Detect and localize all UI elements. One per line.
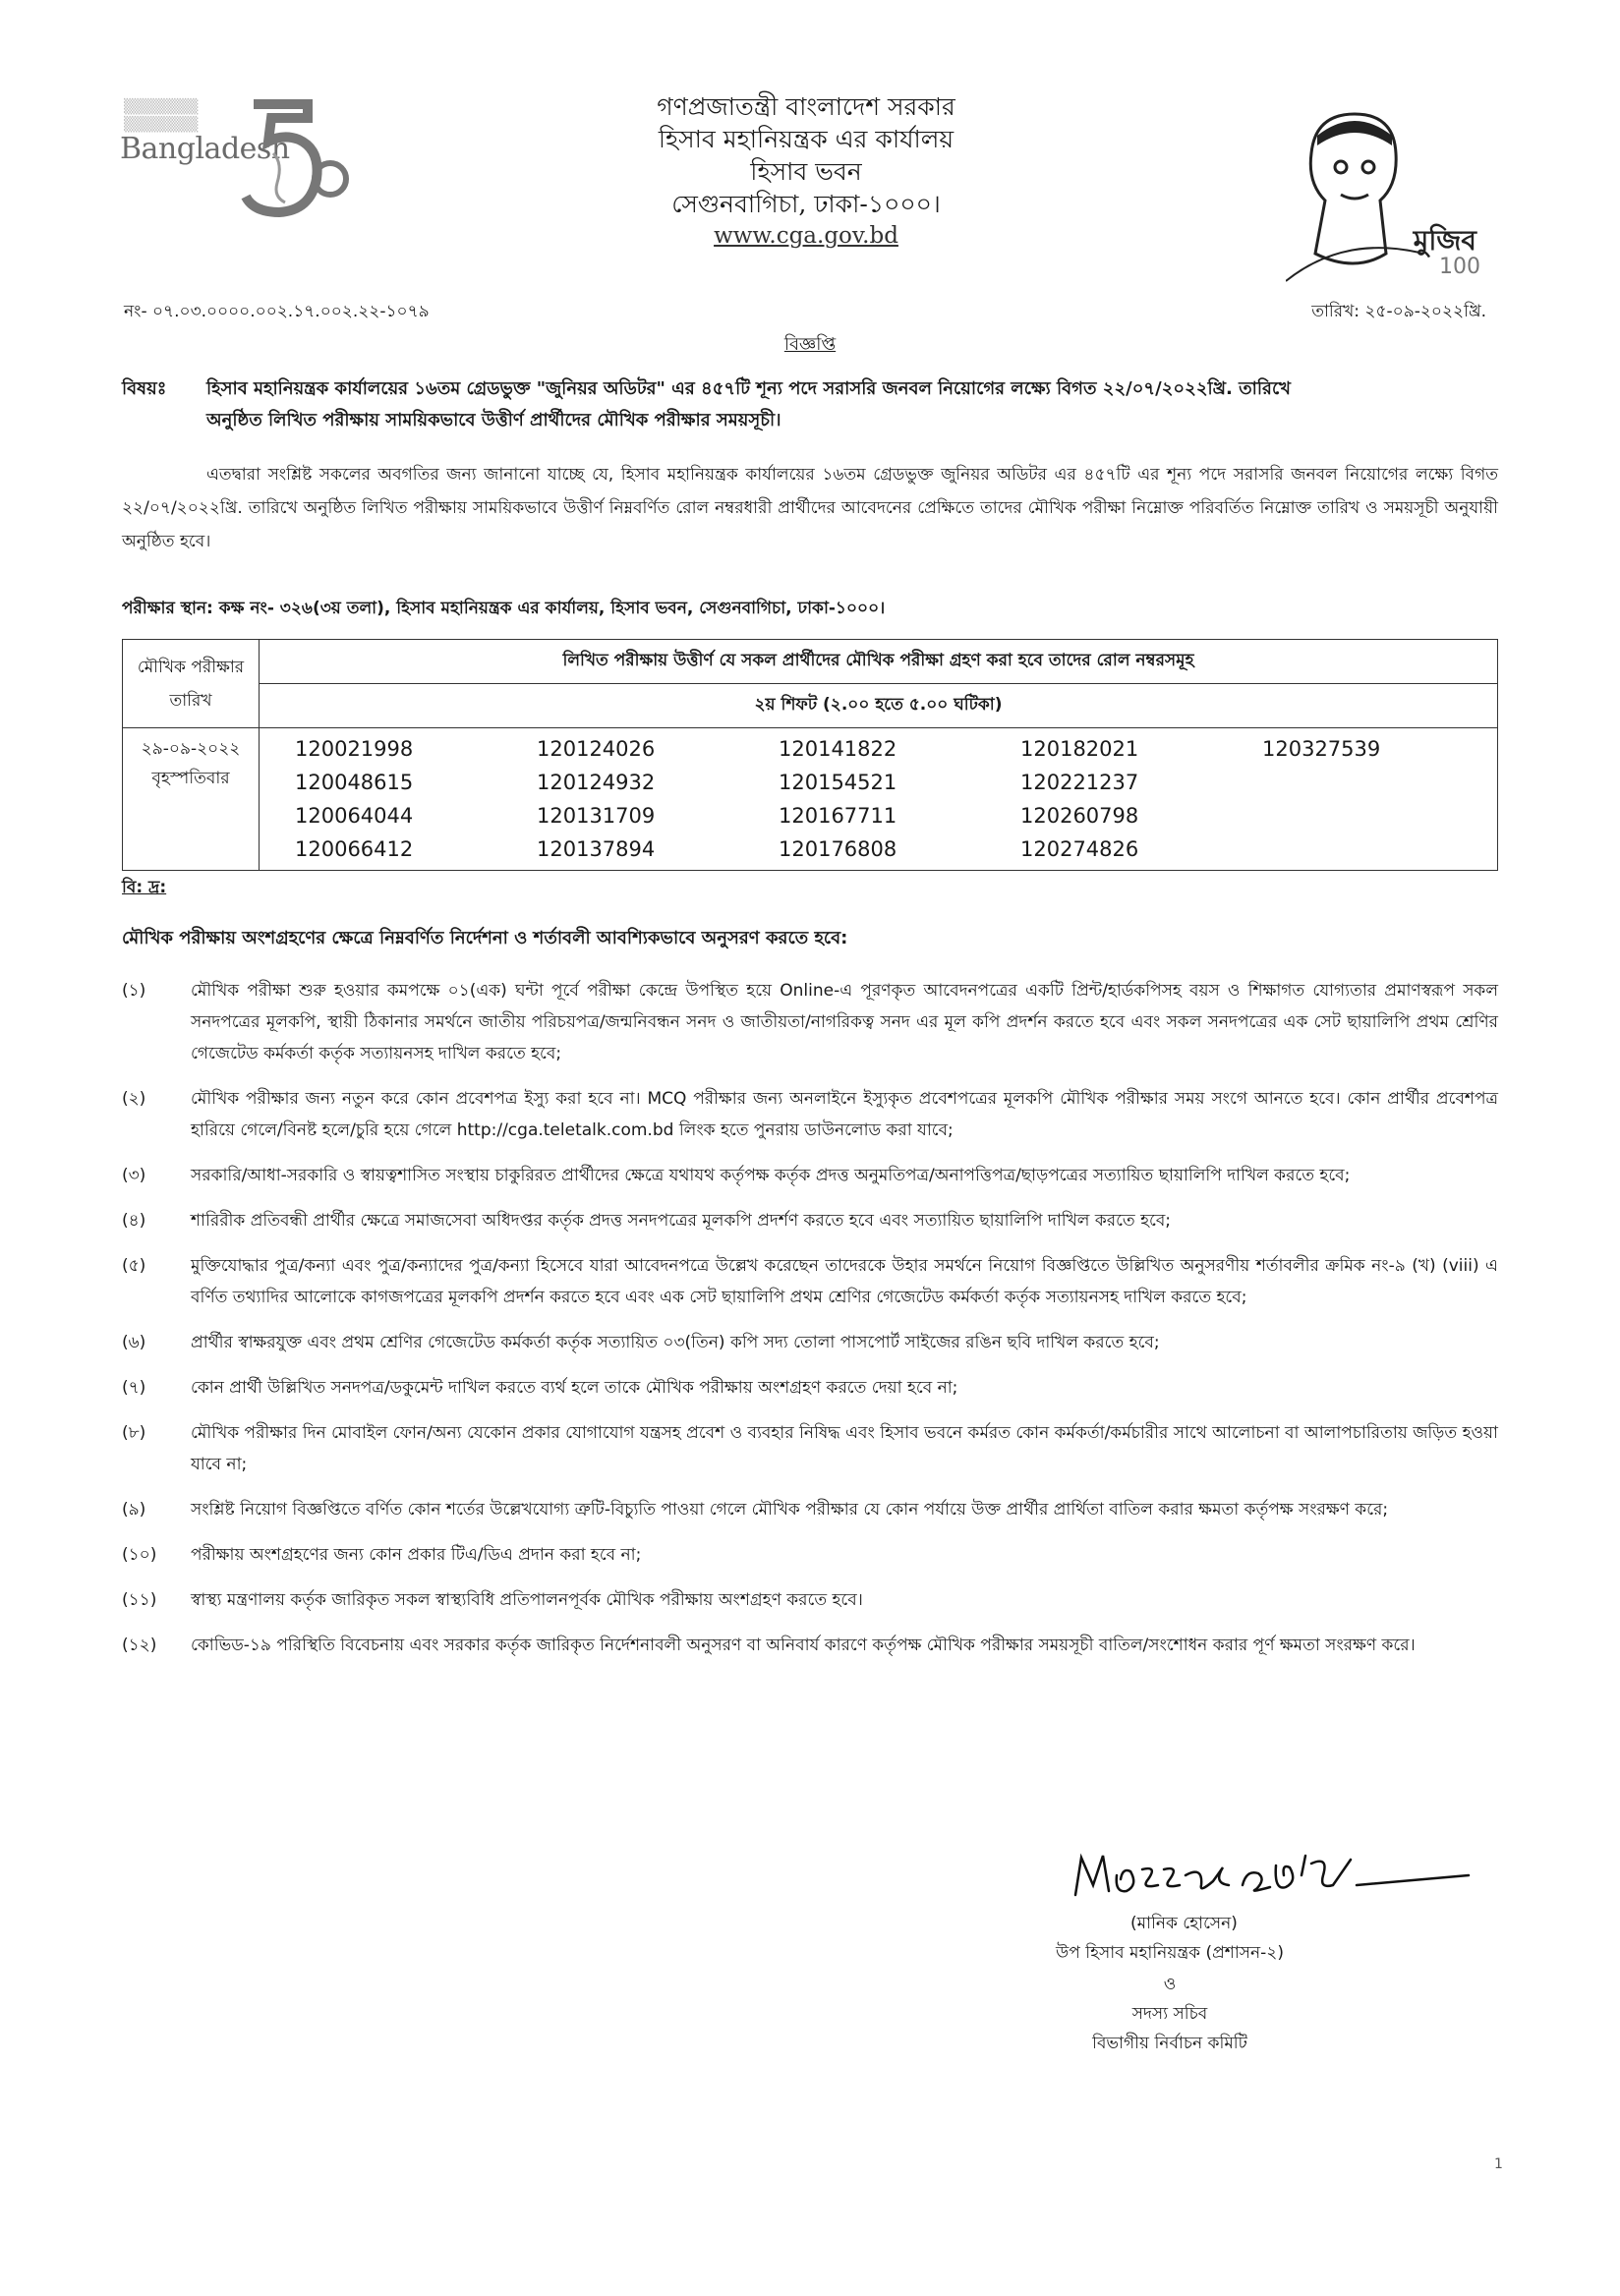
roll-number: 120167711 [779,804,897,828]
item-number: (১১) [122,1590,157,1610]
page-number: 1 [1494,2156,1503,2172]
item-text: প্রার্থীর স্বাক্ষরযুক্ত এবং প্রথম শ্রেণির গেজেটেড কর্মকর্তা কর্তৃক সত্যায়িত ০৩(তিন) কপি সদ্য তোলা পাসপোর্ট সাইজের রঙিন ছবি দাখিল করতে হবে; [191,1333,1160,1352]
roll-number: 120064044 [295,804,414,828]
item-number: (৩) [122,1166,146,1185]
roll-number: 120137894 [537,837,656,861]
roll-numbers-cell [260,728,1498,871]
list-item [122,1205,1498,1236]
list-item [122,1250,1498,1313]
item-number: (১০) [122,1545,157,1565]
roll-number: 120176808 [779,837,897,861]
date-column-header [123,640,260,728]
list-item [122,1630,1498,1661]
subject-line-1: হিসাব মহানিয়ন্ত্রক কার্যালয়ের ১৬তম গ্রেডভুক্ত "জুনিয়র অডিটর" এর ৪৫৭টি শূন্য পদে সরাসরি জনবল নিয়োগের লক্ষ্যে বিগত ২২/০৭/২০২২খ্রি. তারিখে [206,378,1291,399]
roll-number: 120021998 [295,737,414,761]
subject [122,373,1498,436]
roll-number: 120154521 [779,771,897,794]
website-link[interactable]: www.cga.gov.bd [714,223,898,249]
roll-number: 120182021 [1020,737,1139,761]
exam-date: ২৯-০৯-২০২২ [141,739,241,759]
roll-number: 120274826 [1020,837,1139,861]
item-number: (৮) [122,1423,146,1443]
issue-date: তারিখ: ২৫-০৯-২০২২খ্রি. [1311,302,1486,321]
notice-title: বিজ্ঞপ্তি [783,334,837,355]
shift-header: ২য় শিফট (২.০০ হতে ৫.০০ ঘটিকা) [260,684,1498,728]
date-header-line-1: মৌখিক পরীক্ষার [137,657,245,677]
item-text: মুক্তিযোদ্ধার পুত্র/কন্যা এবং পুত্র/কন্যাদের পুত্র/কন্যা হিসেবে যারা আবেদনপত্রে উল্লেখ করেছেন তাদেরকে উহার সমর্থনে নিয়োগ বিজ্ঞপ্তিতে উল্লিখিত অনুসরণীয় শর্তাবলীর ক্রমিক নং-৯ (খ) (viii) এ বর্ণিত তথ্যাদির আলোকে কাগজপত্রের মূলকপি প্রদর্শন করতে হবে এবং এক সেট ছায়ালিপি প্রথম শ্রেণির গেজেটেড কর্মকর্তা কর্তৃক সত্যায়নসহ দাখিল করতে হবে; [191,1256,1498,1307]
item-text: মৌখিক পরীক্ষা শুরু হওয়ার কমপক্ষে ০১(এক) ঘন্টা পূর্বে পরীক্ষা কেন্দ্রে উপস্থিত হয়ে Online-এ পূরণকৃত আবেদনপত্রের একটি প্রিন্ট/হার্ডকপিসহ বয়স ও শিক্ষাগত যোগ্যতার প্রমাণস্বরূপ সকল সনদপত্রের মূলকপি, স্থায়ী ঠিকানার সমর্থনে জাতীয় পরিচয়পত্র/জন্মনিবন্ধন সনদ ও জাতীয়তা/নাগরিকত্ব সনদ এর মূল কপি প্রদর্শন করতে হবে এবং সকল সনদপত্রের এক সেট ছায়ালিপি প্রথম শ্রেণির গেজেটেড কর্মকর্তা কর্তৃক সত্যায়নসহ দাখিল করতে হবে; [191,981,1498,1063]
list-item [122,1083,1498,1146]
signatory-designation: উপ হিসাব মহানিয়ন্ত্রক (প্রশাসন-২) [1056,1943,1284,1963]
exam-venue: পরীক্ষার স্থান: কক্ষ নং- ৩২৬(৩য় তলা), হিসাব মহানিয়ন্ত্রক এর কার্যালয়, হিসাব ভবন, সেগুনবাগিচা, ঢাকা-১০০০। [122,599,886,618]
item-text: সরকারি/আধা-সরকারি ও স্বায়ত্বশাসিত সংস্থায় চাকুরিরত প্রার্থীদের ক্ষেত্রে যথাযথ কর্তৃপক্ষ কর্তৃক প্রদত্ত অনুমতিপত্র/অনাপত্তিপত্র/ছাড়পত্রের সত্যায়িত ছায়ালিপি দাখিল করতে হবে; [191,1166,1351,1185]
roll-column-1 [260,732,501,866]
logo-faded-text: ▒▒▒▒▒▒▒ ▒▒▒▒▒▒▒ [124,99,199,133]
roll-number: 120066412 [295,837,414,861]
signatory-role: সদস্য সচিব [1131,2004,1208,2024]
office-header [550,90,1062,253]
item-number: (৭) [122,1378,146,1398]
item-number: (৯) [122,1500,146,1520]
roll-column-header: লিখিত পরীক্ষায় উত্তীর্ণ যে সকল প্রার্থীদের মৌখিক পরীক্ষা গ্রহণ করা হবে তাদের রোল নম্বরসমূহ [260,640,1498,684]
item-number: (১২) [122,1636,157,1655]
item-text: শারিরীক প্রতিবন্ধী প্রার্থীর ক্ষেত্রে সমাজসেবা অধিদপ্তর কর্তৃক প্রদত্ত সনদপত্রের মূলকপি প্রদর্শণ করতে হবে এবং সত্যায়িত ছায়ালিপি দাখিল করতে হবে; [191,1211,1172,1231]
mujib-100-text: 100 [1439,255,1480,279]
list-item [122,1372,1498,1404]
roll-number: 120131709 [537,804,656,828]
item-number: (৬) [122,1333,146,1352]
roll-column-3 [743,732,985,866]
header-line-2: হিসাব মহানিয়ন্ত্রক এর কার্যালয় [658,125,955,153]
roll-number: 120221237 [1020,771,1139,794]
list-item [122,1494,1498,1525]
item-text: স্বাস্থ্য মন্ত্রণালয় কর্তৃক জারিকৃত সকল স্বাস্থ্যবিধি প্রতিপালনপূর্বক মৌখিক পরীক্ষায় অংশগ্রহণ করতে হবে। [191,1590,863,1610]
roll-number: 120327539 [1262,737,1381,761]
header-line-4: সেগুনবাগিচা, ঢাকা-১০০০। [671,190,941,218]
portrait-graphic [1286,106,1423,283]
signatory-and: ও [1163,1975,1177,1994]
roll-column-4 [985,732,1227,866]
logo-50-graphic [214,94,352,222]
mujib-100-logo [1286,106,1482,283]
item-number: (৪) [122,1211,146,1231]
item-text: পরীক্ষায় অংশগ্রহণের জন্য কোন প্রকার টিএ/ডিএ প্রদান করা হবে না; [191,1545,642,1565]
roll-number-table [122,639,1498,871]
list-item [122,975,1498,1069]
bangladesh-50-logo [116,94,352,222]
item-text: সংশ্লিষ্ট নিয়োগ বিজ্ঞপ্তিতে বর্ণিত কোন শর্তের উল্লেখযোগ্য ত্রুটি-বিচ্যুতি পাওয়া গেলে মৌখিক পরীক্ষার যে কোন পর্যায়ে উক্ত প্রার্থীর প্রার্থিতা বাতিল করার ক্ষমতা কর্তৃপক্ষ সংরক্ষণ করে; [191,1500,1389,1520]
item-number: (১) [122,981,146,1001]
list-item [122,1160,1498,1191]
item-number: (২) [122,1089,146,1109]
item-text: মৌখিক পরীক্ষার দিন মোবাইল ফোন/অন্য যেকোন প্রকার যোগাযোগ যন্ত্রসহ প্রবেশ ও ব্যবহার নিষিদ্ধ এবং হিসাব ভবনে কর্মরত কোন কর্মকর্তা/কর্মচারীর সাথে আলোচনা বা আলাপচারিতায় জড়িত হওয়া যাবে না; [191,1423,1498,1474]
roll-number: 120124932 [537,771,656,794]
memo-number: নং- ০৭.০৩.০০০০.০০২.১৭.০০২.২২-১০৭৯ [124,302,430,321]
item-text: মৌখিক পরীক্ষার জন্য নতুন করে কোন প্রবেশপত্র ইস্যু করা হবে না। MCQ পরীক্ষার জন্য অনলাইনে ইস্যুকৃত প্রবেশপত্রের মূলকপি মৌখিক পরীক্ষার সময় সংগে আনতে হবে। কোন প্রার্থীর প্রবেশপত্র হারিয়ে গেলে/বিনষ্ট হলে/চুরি হয়ে গেলে http://cga.teletalk.com.bd লিংক হতে পুনরায় ডাউনলোড করা যাবে; [191,1089,1498,1140]
body-paragraph: এতদ্বারা সংশ্লিষ্ট সকলের অবগতির জন্য জানানো যাচ্ছে যে, হিসাব মহানিয়ন্ত্রক কার্যালয়ের ১৬তম গ্রেডভুক্ত জুনিয়র অডিটর এর ৪৫৭টি এর শূন্য পদে সরাসরি জনবল নিয়োগের লক্ষ্যে বিগত ২২/০৭/২০২২খ্রি. তারিখে অনুষ্ঠিত লিখিত পরীক্ষায় সাময়িকভাবে উত্তীর্ণ নিম্নবর্ণিত রোল নম্বরধারী প্রার্থীদের আবেদনের প্রেক্ষিতে তাদের মৌখিক পরীক্ষা নিম্নোক্ত পরিবর্তিত নিম্নোক্ত তারিখ ও সময়সূচী অনুযায়ী অনুষ্ঠিত হবে। [122,465,1498,551]
exam-day: বৃহস্পতিবার [151,769,230,788]
roll-column-5 [1227,732,1469,866]
roll-column-2 [501,732,743,866]
roll-number: 120141822 [779,737,897,761]
note-label: বি: দ্র: [122,878,167,897]
subject-line-2: অনুষ্ঠিত লিখিত পরীক্ষায় সাময়িকভাবে উত্তীর্ণ প্রার্থীদের মৌখিক পরীক্ষার সময়সূচী। [206,410,781,430]
roll-number: 120260798 [1020,804,1139,828]
roll-number: 120124026 [537,737,656,761]
item-number: (৫) [122,1256,146,1276]
signatory-committee: বিভাগীয় নির্বাচন কমিটি [1092,2034,1247,2053]
list-item [122,1584,1498,1616]
roll-number: 120048615 [295,771,414,794]
instructions-list [122,975,1498,1675]
list-item [122,1417,1498,1480]
list-item [122,1327,1498,1358]
header-line-3: হিসাব ভবন [750,157,862,186]
handwritten-signature [1066,1846,1478,1915]
instructions-heading: মৌখিক পরীক্ষায় অংশগ্রহণের ক্ষেত্রে নিম্নবর্ণিত নির্দেশনা ও শর্তাবলী আবশ্যিকভাবে অনুসরণ করতে হবে: [122,928,848,948]
date-header-line-2: তারিখ [169,690,212,711]
item-text: কোন প্রার্থী উল্লিখিত সনদপত্র/ডকুমেন্ট দাখিল করতে ব্যর্থ হলে তাকে মৌখিক পরীক্ষায় অংশগ্রহণ করতে দেয়া হবে না; [191,1378,958,1398]
logo-left-text: Bangladesh [120,132,290,166]
exam-date-cell [123,728,260,871]
table-row [123,728,1498,871]
mujib-text: মুজিব [1413,224,1476,257]
signatory-name: (মানিক হোসেন) [1130,1914,1238,1933]
header-line-1: গণপ্রজাতন্ত্রী বাংলাদেশ সরকার [657,92,955,121]
item-text: কোভিড-১৯ পরিস্থিতি বিবেচনায় এবং সরকার কর্তৃক জারিকৃত নির্দেশনাবলী অনুসরণ বা অনিবার্য কারণে কর্তৃপক্ষ মৌখিক পরীক্ষার সময়সূচী বাতিল/সংশোধন করার পূর্ণ ক্ষমতা সংরক্ষণ করে। [191,1636,1416,1655]
list-item [122,1539,1498,1571]
subject-label: বিষয়ঃ [122,378,167,399]
